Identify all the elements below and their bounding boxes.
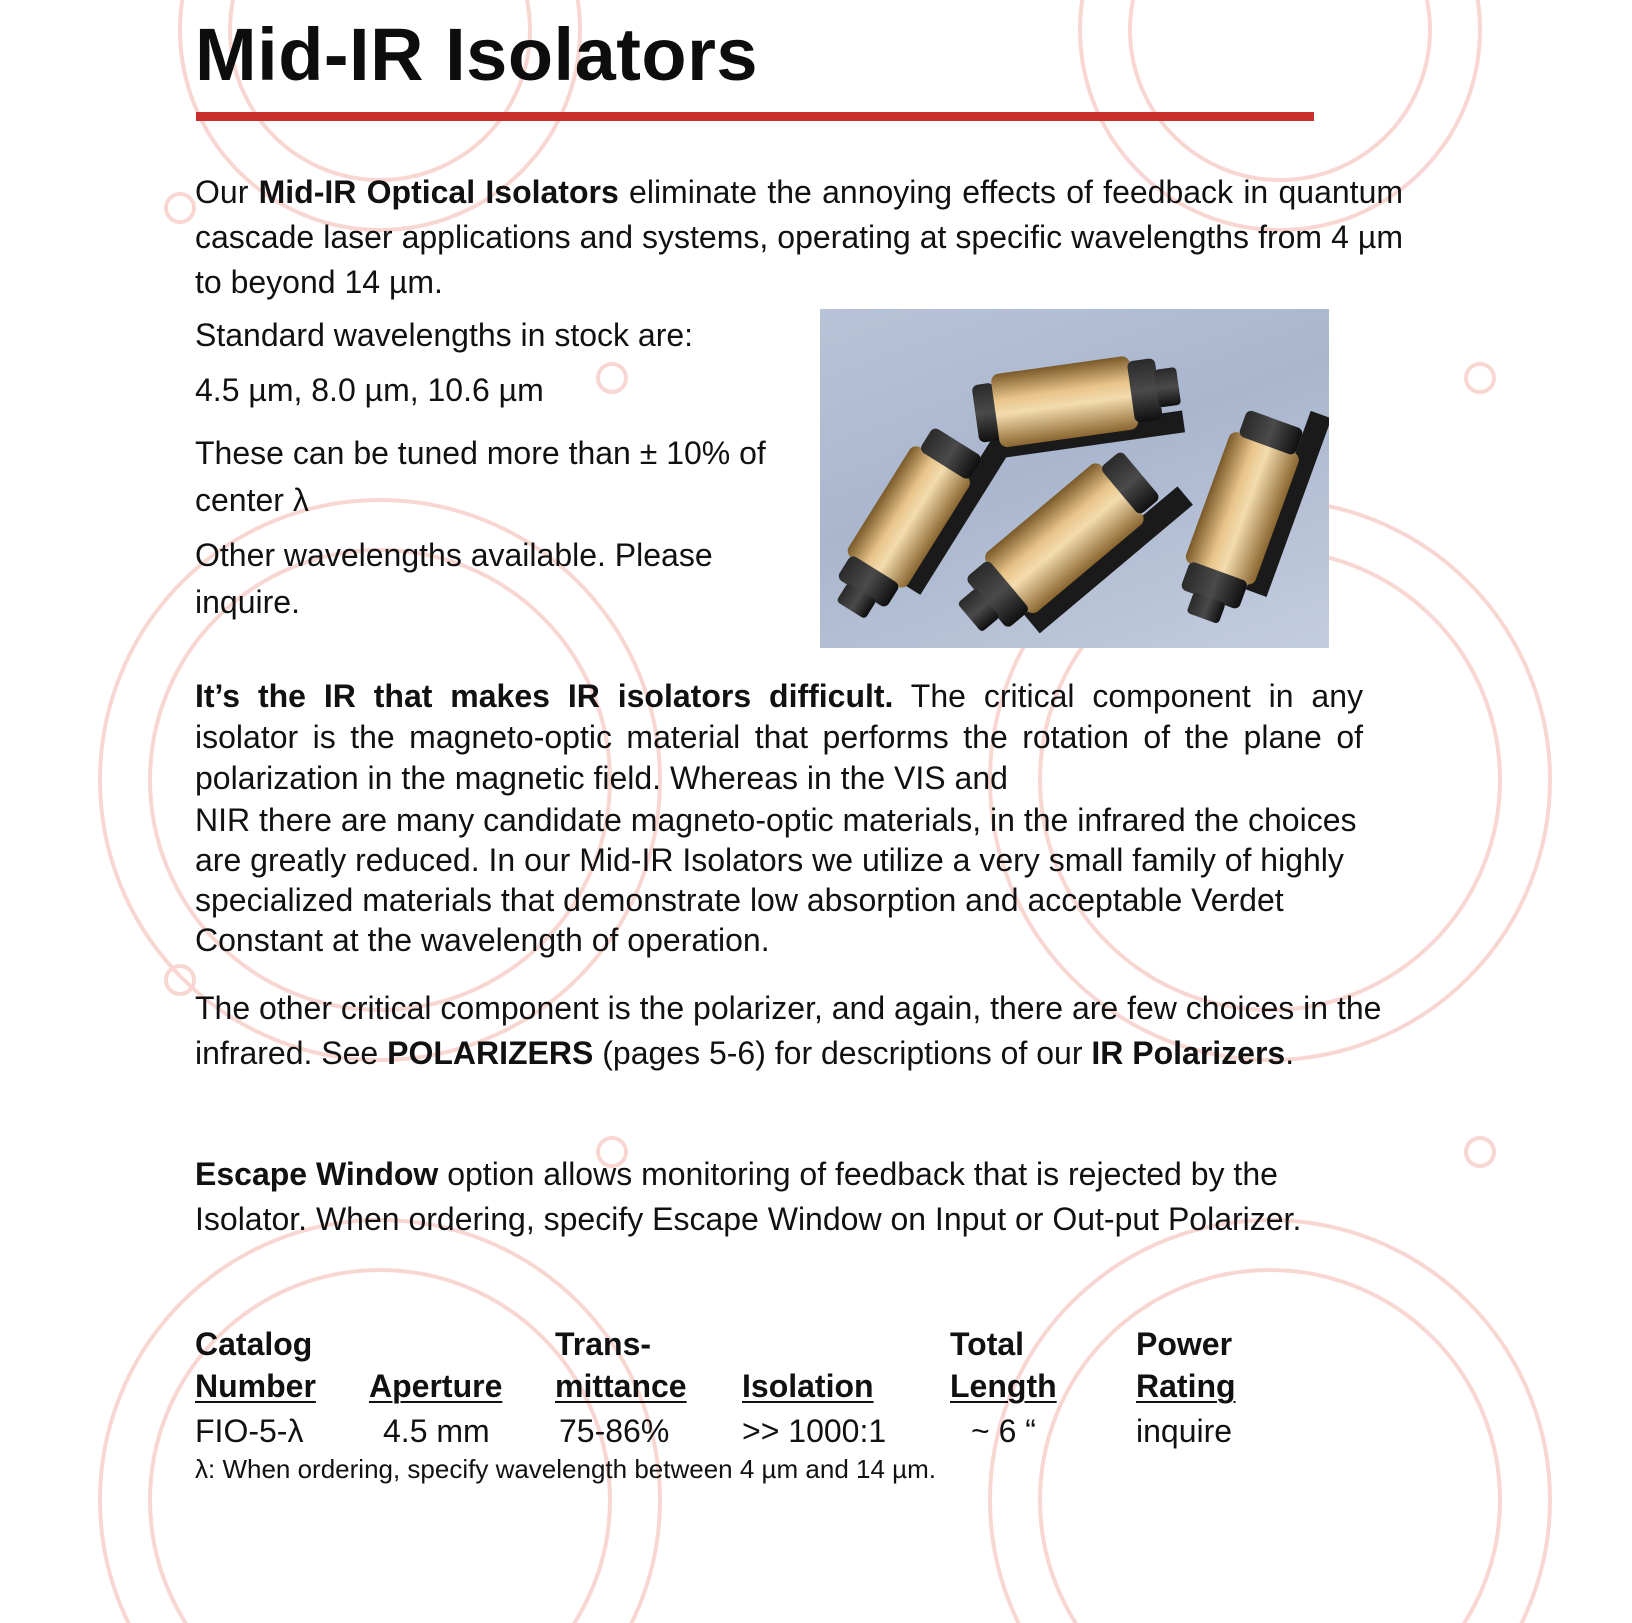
standard-wavelengths-heading: Standard wavelengths in stock are: [195, 317, 694, 353]
col-header-total-length: Total Length [950, 1326, 1057, 1404]
col-header-catalog-number: Catalog Number [195, 1326, 316, 1404]
tuning-note: These can be tuned more than ± 10% of center λ [195, 435, 766, 518]
polarizer-paragraph [195, 986, 1385, 1076]
page-title: Mid-IR Isolators [195, 13, 759, 96]
intro-text-1: Our [195, 174, 259, 210]
intro-paragraph [195, 170, 1403, 305]
intro-text-2: eliminate the annoying effects of feedback in quantum cascade laser applications and systems, operating at specific wavelengths from 4 µm to beyond 14 µm. [195, 174, 1404, 300]
cell-total-length: ~ 6 “ [971, 1413, 1036, 1449]
wavelength-footnote: λ: When ordering, specify wavelength between 4 µm and 14 µm. [195, 1454, 937, 1484]
ir-difficulty-text-1: The critical component in any isolator is the magneto-optic material that performs the rotation of the plane of polarization in the magnetic field. Whereas in the VIS and [195, 678, 1364, 796]
ir-difficulty-bold: It’s the IR that makes IR isolators difficult. [195, 678, 894, 714]
other-wavelengths-note: Other wavelengths available. Please inquire. [195, 537, 713, 620]
ir-materials-paragraph: NIR there are many candidate magneto-optic materials, in the infrared the choices are greatly reduced. In our Mid-IR Isolators we utilize a very small family of highly specialized materials that demonstrate low absorption and acceptable Verdet Constant at the wavelength of operation. [195, 802, 1357, 958]
escape-window-bold: Escape Window [195, 1156, 439, 1192]
polarizer-text-2: (pages 5-6) for descriptions of our [593, 1035, 1092, 1071]
ir-difficulty-paragraph [195, 676, 1363, 799]
polarizers-link-text: POLARIZERS [387, 1035, 594, 1071]
cell-transmittance: 75-86% [559, 1413, 670, 1449]
title-underline-rule [196, 112, 1314, 121]
intro-bold-product: Mid-IR Optical Isolators [258, 174, 619, 210]
isolators-photo [820, 309, 1329, 648]
escape-window-text: option allows monitoring of feedback that is rejected by the Isolator. When ordering, specify Escape Window on Input or Out-put Polarizer. [195, 1156, 1302, 1237]
standard-wavelengths-values: 4.5 µm, 8.0 µm, 10.6 µm [195, 372, 544, 408]
cell-isolation: >> 1000:1 [742, 1413, 887, 1449]
cell-catalog-number: FIO-5-λ [195, 1413, 304, 1449]
col-header-aperture: Aperture [369, 1368, 503, 1404]
col-header-isolation: Isolation [742, 1368, 874, 1404]
escape-window-paragraph [195, 1152, 1385, 1242]
col-header-transmittance: Trans- mittance [555, 1326, 687, 1404]
polarizer-text-1: The other critical component is the polarizer, and again, there are few choices in the infrared. See [195, 990, 1382, 1071]
col-header-power-rating: Power Rating [1136, 1326, 1236, 1404]
polarizer-text-3: . [1285, 1035, 1295, 1071]
ir-polarizers-text: IR Polarizers [1091, 1035, 1286, 1071]
cell-aperture: 4.5 mm [383, 1413, 490, 1449]
cell-power-rating: inquire [1136, 1413, 1233, 1449]
